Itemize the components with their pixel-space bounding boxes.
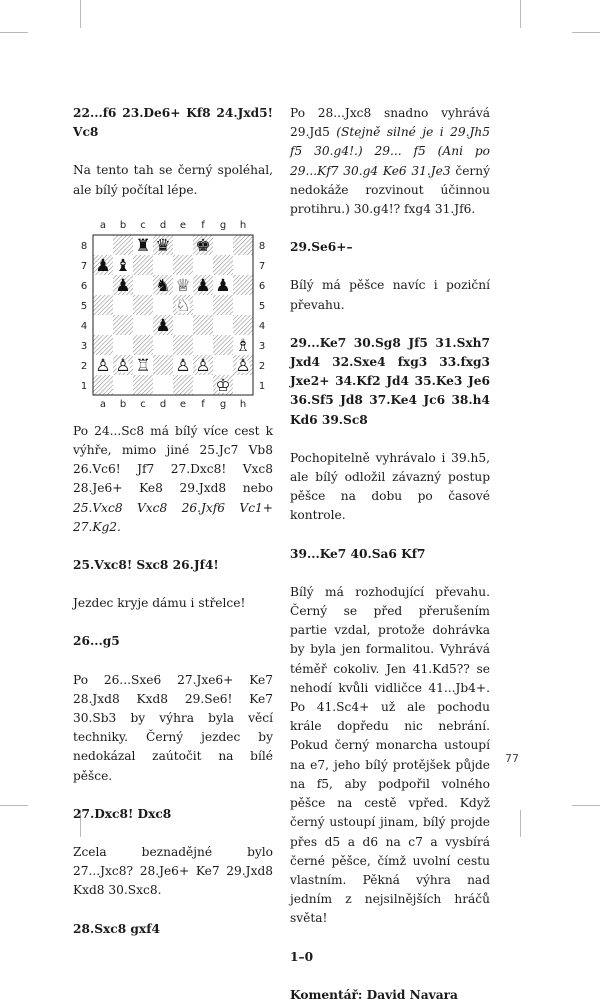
file-label: h	[239, 219, 247, 231]
rank-label: 1	[258, 380, 266, 392]
move-heading: 26...g5	[73, 634, 120, 649]
chess-piece-white: ♙	[175, 355, 191, 376]
rank-label: 5	[80, 300, 88, 312]
chess-piece-black: ♞	[155, 275, 171, 296]
board-square	[233, 295, 253, 315]
board-square	[173, 375, 193, 395]
board-square	[113, 235, 133, 255]
board-square	[153, 255, 173, 275]
move-heading: 25.Vxc8! Sxc8 26.Jf4!	[73, 558, 219, 573]
board-square	[93, 335, 113, 355]
chess-piece-black: ♛	[155, 235, 171, 256]
chess-piece-white: ♗	[235, 335, 251, 356]
game-result: 1–0	[290, 949, 314, 964]
board-square	[193, 315, 213, 335]
board-square	[213, 335, 233, 355]
board-square	[113, 315, 133, 335]
move-heading: 27.Dxc8! Dxc8	[73, 806, 172, 821]
chess-piece-white: ♙	[115, 355, 131, 376]
rank-label: 2	[80, 360, 88, 372]
file-label: f	[201, 398, 205, 410]
rank-label: 4	[258, 320, 266, 332]
board-square	[133, 315, 153, 335]
chess-piece-white: ♙	[235, 355, 251, 376]
board-square	[133, 275, 153, 295]
board-square	[113, 295, 133, 315]
chess-piece-white: ♘	[175, 295, 191, 316]
crop-mark	[0, 805, 28, 806]
board-square	[133, 375, 153, 395]
board-square	[153, 295, 173, 315]
board-square	[113, 375, 133, 395]
board-square	[173, 335, 193, 355]
crop-mark	[520, 0, 521, 28]
board-square	[153, 375, 173, 395]
file-label: b	[119, 398, 127, 410]
crop-mark	[80, 0, 81, 28]
board-square	[133, 255, 153, 275]
board-square	[233, 235, 253, 255]
rank-label: 4	[80, 320, 88, 332]
paragraph: Po 24...Sc8 má bílý více cest k výhře, mimo jiné 25.Jc7 Vb8 26.Vc6! Jf7 27.Dxc8! Vxc8 28.Je6+ Ke8 29.Jxd8 nebo 25.Vxc8 Vxc8 26.Jxf6 Vc1+ 27.Kg2.	[73, 423, 273, 534]
board-square	[193, 375, 213, 395]
board-square	[213, 295, 233, 315]
board-square	[213, 315, 233, 335]
chess-piece-black: ♝	[115, 255, 131, 276]
paragraph: Po 26...Sxe6 27.Jxe6+ Ke7 28.Jxd8 Kxd8 29.Se6! Ke7 30.Sb3 by výhra byla věcí techniky. Černý jezdec by nedokázal zaútočit na bílé pěšce.	[73, 672, 273, 783]
rank-label: 2	[258, 360, 266, 372]
board-square	[153, 355, 173, 375]
chess-piece-white: ♙	[195, 355, 211, 376]
board-square	[93, 235, 113, 255]
board-square	[173, 255, 193, 275]
board-square	[193, 335, 213, 355]
board-square	[233, 375, 253, 395]
board-square	[213, 355, 233, 375]
chess-piece-white: ♕	[175, 275, 191, 296]
board-square	[173, 235, 193, 255]
chess-piece-black: ♟	[155, 315, 171, 336]
board-square	[93, 315, 113, 335]
board-square	[233, 275, 253, 295]
board-square	[133, 335, 153, 355]
left-column	[73, 104, 273, 939]
chess-piece-black: ♟	[115, 275, 131, 296]
rank-label: 6	[258, 280, 266, 292]
chess-diagram	[73, 208, 273, 418]
rank-label: 3	[258, 340, 266, 352]
chess-piece-white: ♖	[135, 355, 151, 376]
rank-label: 8	[80, 240, 88, 252]
chess-piece-black: ♜	[135, 235, 151, 256]
paragraph: Zcela beznadějné bylo 27...Jxc8? 28.Je6+ Ke7 29.Jxd8 Kxd8 30.Sxc8.	[73, 845, 273, 898]
paragraph: Pochopitelně vyhrávalo i 39.h5, ale bílý odložil závazný postup pěšce na dobu po časové kontrole.	[290, 450, 490, 523]
board-square	[213, 235, 233, 255]
crop-mark	[0, 32, 28, 33]
board-square	[113, 335, 133, 355]
board-square	[193, 295, 213, 315]
right-column	[290, 104, 490, 1005]
paragraph: Jezdec kryje dámu i střelce!	[73, 596, 246, 611]
file-label: a	[99, 219, 107, 231]
rank-label: 3	[80, 340, 88, 352]
paragraph: Bílý má rozhodující převahu. Černý se před přerušením partie vzdal, protože dohrávka by byla jen formalitou. Vyhrává téměř cokoliv. Jen 41.Kd5?? se nehodí kvůli vidličce 41...Jb4+. Po 41.Sc4+ už ale pochodu krále dopředu nic nebrání. Pokud černý monarcha ustoupí na e7, jeho bílý protějšek půjde na f5, aby podpořil volného pěšce na cestě vpřed. Když černý ustoupí jinam, bílý projde přes d5 a d6 na c7 a vysbírá černé pěšce, čímž uvolní cestu vlastním. Pěkná výhra nad jedním z nejsilnějších hráčů světa!	[290, 584, 490, 926]
move-heading: 29.Se6+–	[290, 240, 353, 255]
chess-piece-black: ♟	[195, 275, 211, 296]
board-square	[193, 255, 213, 275]
crop-mark	[572, 805, 600, 806]
board-square	[233, 315, 253, 335]
paragraph: Po 28...Jxc8 snadno vyhrává 29.Jd5 (Stejně silné je i 29.Jh5 f5 30.g4!.) 29... f5 (Ani po 29...Kf7 30.g4 Ke6 31.Je3 černý nedokáže rozvinout účinnou protihru.) 30.g4!? fxg4 31.Jf6.	[290, 106, 490, 217]
paragraph: Bílý má pěšce navíc i poziční převahu.	[290, 278, 490, 312]
board-square	[233, 255, 253, 275]
file-label: h	[239, 398, 247, 410]
rank-label: 6	[80, 280, 88, 292]
crop-mark	[572, 32, 600, 33]
file-label: b	[119, 219, 127, 231]
file-label: g	[219, 398, 227, 410]
file-label: c	[140, 219, 146, 231]
board-square	[153, 335, 173, 355]
move-heading: 39...Ke7 40.Sa6 Kf7	[290, 546, 426, 561]
file-label: d	[159, 398, 167, 410]
file-label: f	[201, 219, 205, 231]
paragraph: Na tento tah se černý spoléhal, ale bílý počítal lépe.	[73, 163, 273, 197]
file-label: e	[179, 398, 187, 410]
rank-label: 8	[258, 240, 266, 252]
file-label: d	[159, 219, 167, 231]
rank-label: 7	[258, 260, 266, 272]
move-heading: 29...Ke7 30.Sg8 Jf5 31.Sxh7 Jxd4 32.Sxe4 fxg3 33.fxg3 Jxe2+ 34.Kf2 Jd4 35.Ke3 Je6 36.Sf5 Jd8 37.Ke4 Jc6 38.h4 Kd6 39.Sc8	[290, 335, 490, 427]
chess-piece-white: ♔	[215, 375, 231, 396]
chess-piece-black: ♟	[215, 275, 231, 296]
file-label: c	[140, 398, 146, 410]
file-label: g	[219, 219, 227, 231]
chess-piece-black: ♟	[95, 255, 111, 276]
file-label: a	[99, 398, 107, 410]
rank-label: 1	[80, 380, 88, 392]
rank-label: 5	[258, 300, 266, 312]
board-square	[93, 375, 113, 395]
file-label: e	[179, 219, 187, 231]
board-square	[93, 295, 113, 315]
move-heading: 28.Sxc8 gxf4	[73, 921, 160, 936]
crop-mark	[520, 810, 521, 837]
chess-piece-white: ♙	[95, 355, 111, 376]
board-square	[133, 295, 153, 315]
board-square	[213, 255, 233, 275]
commentator-credit: Komentář: David Navara	[290, 987, 458, 1002]
rank-label: 7	[80, 260, 88, 272]
board-square	[173, 315, 193, 335]
chess-piece-black: ♚	[195, 235, 211, 256]
move-heading: 22...f6 23.De6+ Kf8 24.Jxd5! Vc8	[73, 106, 273, 140]
board-square	[93, 275, 113, 295]
page-number: 77	[505, 752, 519, 765]
